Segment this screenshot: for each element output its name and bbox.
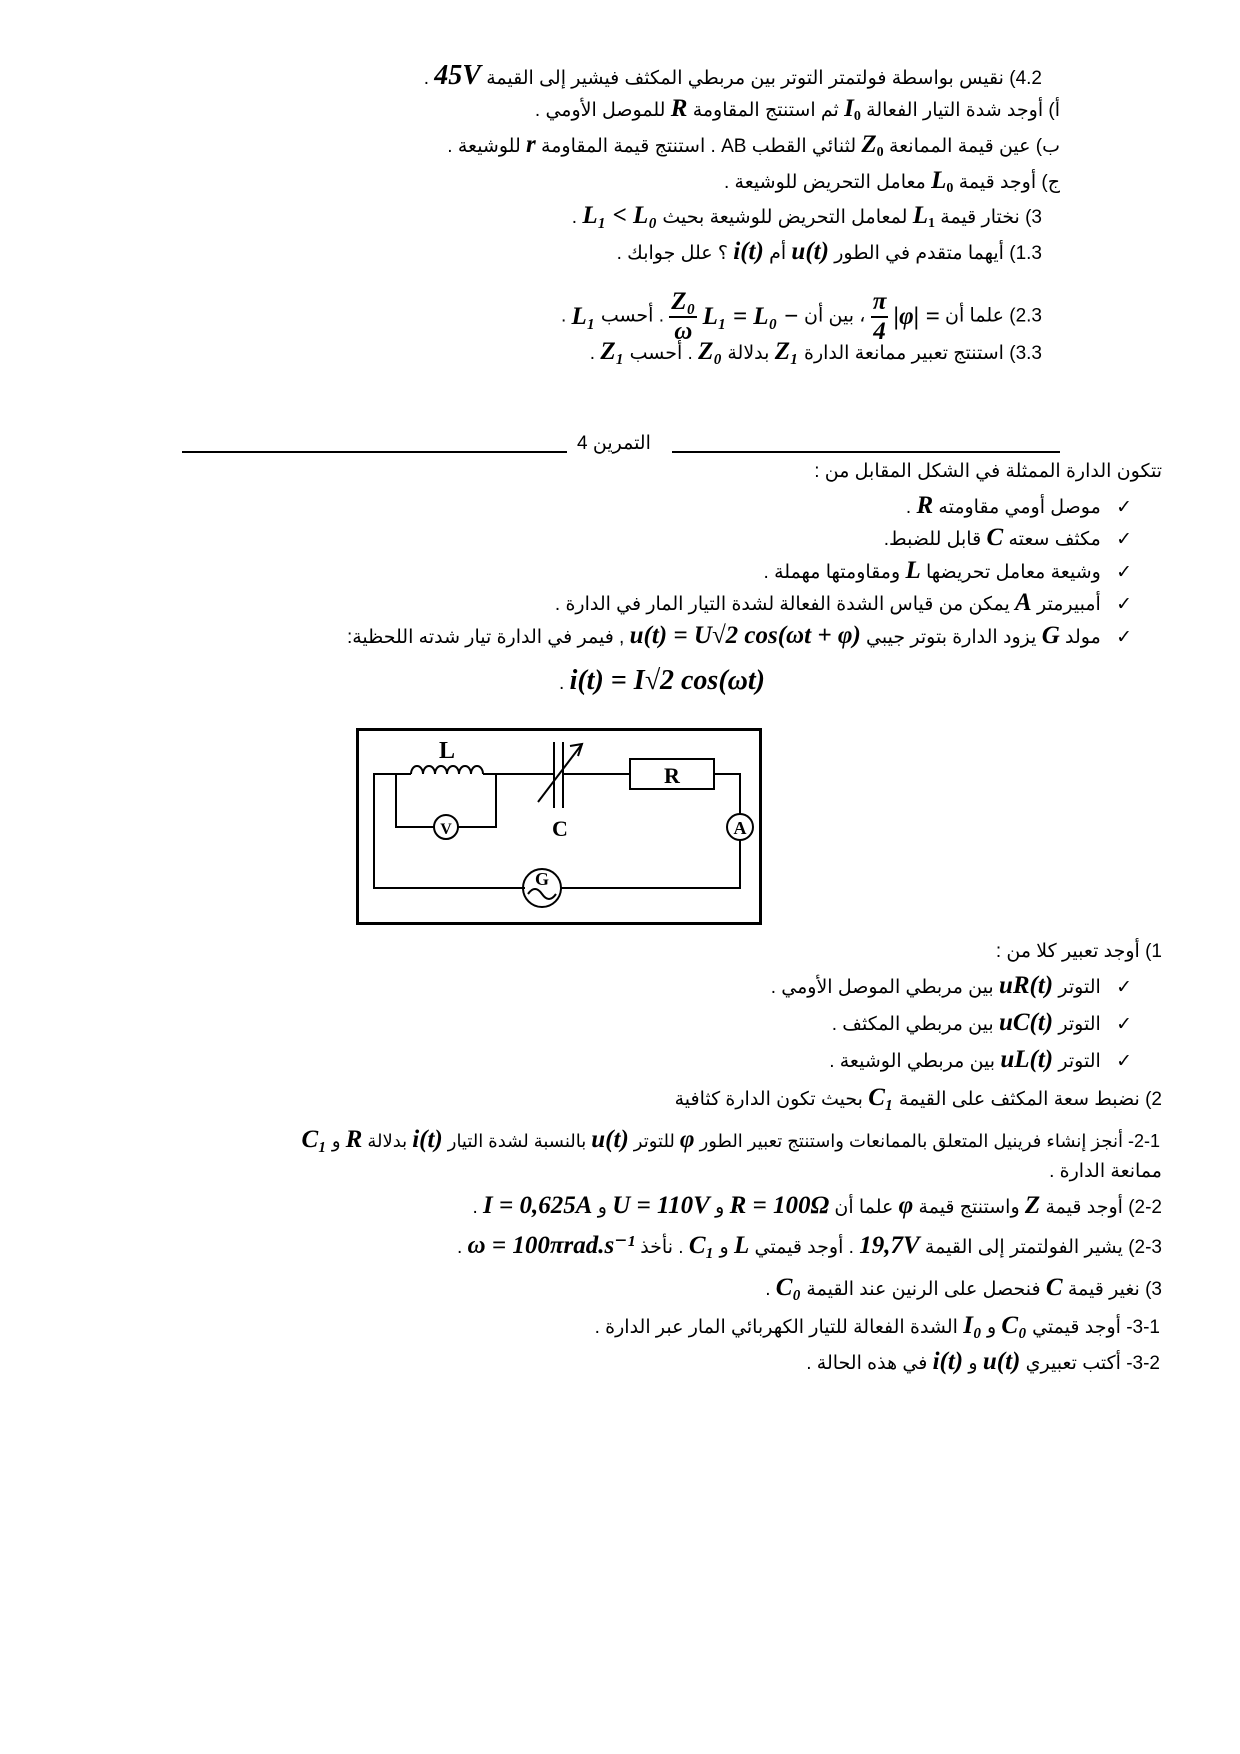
q3-step1: 3-1- أوجد قيمتي C₀ و I₀ الشدة الفعالة للتيار الكهربائي المار عبر الدارة . [594, 1312, 1160, 1339]
z0-over-omega-fraction: $\frac{\text{Z₀}}{\omega}$ [671, 288, 696, 345]
voltage-value: 45V [434, 60, 481, 91]
q2-step3: 2-3) يشير الفولتمتر إلى القيمة 19,7V . أوجد قيمتي L و C₁ . نأخذ ω = 100πrad.s⁻¹ . [456, 1232, 1162, 1259]
intro-text: تتكون الدارة الممثلة في الشكل المقابل من : [814, 461, 1162, 482]
line-4-2: 4.2) نقيس بواسطة فولتمتر التوتر بين مربطي المكثف فيشير إلى القيمة 45V . [423, 60, 1042, 91]
voltmeter-label: V [440, 821, 452, 838]
line-c: ج) أوجد قيمة $L_0$ معامل التحريض للوشيعة . [724, 167, 1060, 196]
generator-label: G [534, 869, 550, 889]
list-item: ✓ التوتر uC(t) بين مربطي المكثف . [831, 1009, 1132, 1036]
list-item: ✓ موصل أومي مقاومته R . [905, 492, 1132, 519]
voltmeter-wire [396, 774, 434, 827]
generator-voltage-equation: u(t) = U√2 cos(ωt + φ) [629, 622, 861, 649]
list-item: ✓ التوتر uR(t) بين مربطي الموصل الأومي . [770, 972, 1132, 999]
check-icon: ✓ [1116, 561, 1132, 583]
check-icon: ✓ [1116, 1050, 1132, 1072]
line-b: ب) عين قيمة الممانعة $Z_0$ لثنائي القطب AB . استنتج قيمة المقاومة r للوشيعة . [447, 131, 1060, 160]
wire [714, 774, 740, 814]
q2-step1: 2-1- أنجز إنشاء فرينيل المتعلق بالممانعات واستنتج تعبير الطور φ للتوتر u(t) بالنسبة لشدة التيار i(t) بدلالة R و C₁ [301, 1126, 1160, 1153]
wire [559, 840, 740, 888]
check-icon: ✓ [1116, 593, 1132, 615]
q2-title: 2) نضبط سعة المكثف على القيمة C₁ بحيث تكون الدارة كثافية [674, 1084, 1162, 1111]
heading-rule-right [672, 451, 1060, 453]
symbol-I0: $I_0$ [844, 95, 861, 124]
check-icon: ✓ [1116, 1013, 1132, 1035]
exercise-title: التمرين 4 [577, 433, 651, 454]
check-icon: ✓ [1116, 976, 1132, 998]
symbol-Z0: $Z_0$ [861, 131, 884, 160]
inductor-coil [411, 766, 483, 774]
line-2-3: 2.3) علما أن |φ| = $\frac{\pi}{4}$ ، بين أن L₁ = L₀ − $\frac{\text{Z₀}}{\omega}$ . أحسب L₁ . [560, 288, 1042, 345]
list-item: ✓ أمبيرمتر A يمكن من قياس الشدة الفعالة لشدة التيار المار في الدارة . [554, 589, 1132, 616]
symbol-L1: $L_1$ [912, 202, 935, 231]
q3-step2: 3-2- أكتب تعبيري u(t) و i(t) في هذه الحالة . [806, 1348, 1160, 1375]
list-item: ✓ مكثف سعته C قابل للضبط. [883, 524, 1132, 551]
list-item: ✓ التوتر uL(t) بين مربطي الوشيعة . [829, 1046, 1132, 1073]
heading-rule-left [182, 451, 567, 453]
list-item: ✓ مولد G يزود الدارة بتوتر جيبي u(t) = U√2 cos(ωt + φ) , فيمر في الدارة تيار شدته اللحظية: [346, 622, 1132, 649]
wire [374, 774, 411, 808]
check-icon: ✓ [1116, 496, 1132, 518]
symbol-r: r [526, 131, 536, 158]
circuit-diagram [356, 728, 763, 926]
ammeter-label: A [733, 818, 747, 838]
list-item: ✓ وشيعة معامل تحريضها L ومقاومتها مهملة . [763, 557, 1132, 584]
line-1-3: 1.3) أيهما متقدم في الطور u(t) أم i(t) ؟ علل جوابك . [616, 238, 1042, 265]
q2-step1-cont: ممانعة الدارة . [1049, 1161, 1162, 1182]
q2-step2: 2-2) أوجد قيمة Z واستنتج قيمة φ علما أن R = 100Ω و U = 110V و I = 0,625A . [472, 1192, 1162, 1219]
condition-expression: L₁ < L₀ [582, 202, 658, 229]
pi-over-4-fraction: $\frac{\pi}{4}$ [872, 288, 887, 345]
inductor-label: L [438, 738, 456, 764]
voltmeter-wire [458, 774, 496, 827]
q1-title: 1) أوجد تعبير كلا من : [995, 941, 1162, 962]
current-equation-line: i(t) = I√2 cos(ωt) . [559, 665, 765, 696]
symbol-L0: $L_0$ [931, 167, 954, 196]
current-equation: i(t) = I√2 cos(ωt) [569, 665, 765, 696]
symbol-R: R [670, 95, 688, 122]
q3-title: 3) نغير قيمة C فنحصل على الرنين عند القيمة C₀ . [765, 1274, 1162, 1301]
line-3-3: 3.3) استنتج تعبير ممانعة الدارة Z₁ بدلالة Z₀ . أحسب Z₁ . [589, 338, 1042, 365]
statement-text: نقيس بواسطة فولتمتر التوتر بين مربطي المكثف فيشير إلى القيمة [486, 68, 1004, 89]
capacitor-label: C [552, 816, 568, 841]
item-number: 4.2) [1009, 68, 1042, 89]
line-a: أ) أوجد شدة التيار الفعالة $I_0$ ثم استنتج المقاومة R للموصل الأومي . [534, 95, 1060, 124]
line-3: 3) نختار قيمة $L_1$ لمعامل التحريض للوشيعة بحيث L₁ < L₀ . [571, 202, 1042, 231]
resistor-label: R [664, 763, 680, 788]
check-icon: ✓ [1116, 626, 1132, 648]
check-icon: ✓ [1116, 528, 1132, 550]
